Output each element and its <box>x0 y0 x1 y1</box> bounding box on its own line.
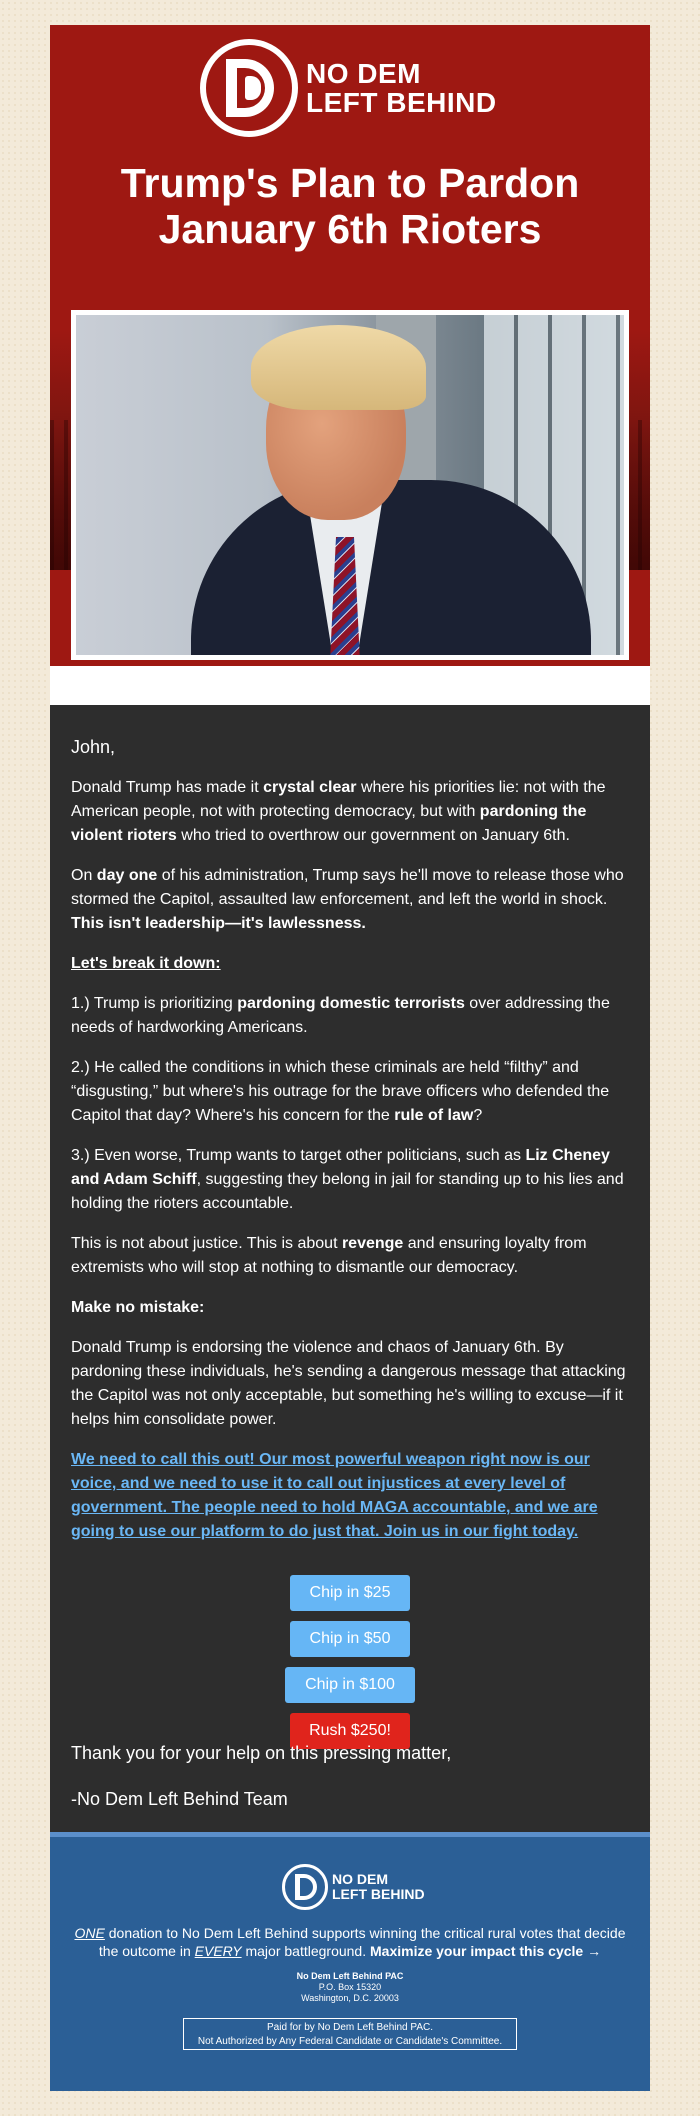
logo-text <box>306 59 497 117</box>
logo-line2: LEFT BEHIND <box>306 87 497 118</box>
paragraph-3: This is not about justice. This is about revenge and ensuring loyalty from extremists who will stop at nothing to dismantle our democracy. <box>71 1235 587 1276</box>
po-box: P.O. Box 15320 <box>318 1982 382 1992</box>
make-no-mistake: Make no mistake: <box>71 1299 205 1316</box>
maximize-impact-link[interactable]: Maximize your impact this cycle → <box>370 1943 602 1959</box>
hero-white-band <box>50 666 650 705</box>
donation-buttons <box>50 1575 650 1759</box>
logo-line1: NO DEM <box>306 58 421 89</box>
footer <box>50 1832 650 2091</box>
footer-logo-d-icon <box>282 1864 328 1910</box>
paragraph-4: Donald Trump is endorsing the violence and chaos of January 6th. By pardoning these individuals, he's sending a dangerous message that attacking the Capitol was not only acceptable, but something he's willing to excuse—if it helps him consolidate power. <box>71 1339 626 1428</box>
logo-d-icon <box>200 39 298 137</box>
hero-photo <box>71 310 629 660</box>
city: Washington, D.C. 20003 <box>301 1993 399 2003</box>
header <box>50 25 650 705</box>
headline: Trump's Plan to Pardon January 6th Rioters <box>120 160 580 252</box>
list-item-1: 1.) Trump is prioritizing pardoning domestic terrorists over addressing the needs of hardworking Americans. <box>71 995 610 1036</box>
rush-250-button[interactable]: Rush $250! <box>290 1713 410 1749</box>
paragraph-2: On day one of his administration, Trump says he'll move to release those who stormed the Capitol, assaulted law enforcement, and left the world in shock. This isn't leadership—it's lawlessness. <box>71 867 624 932</box>
greeting: John, <box>71 737 116 757</box>
email-container <box>50 25 650 2091</box>
chip-in-100-button[interactable]: Chip in $100 <box>285 1667 415 1703</box>
message-body <box>50 705 650 1832</box>
closing <box>71 1740 631 1832</box>
footer-logo-line2: LEFT BEHIND <box>332 1886 425 1902</box>
footer-message: ONE donation to No Dem Left Behind supports winning the critical rural votes that decide the outcome in EVERY major battleground. Maximize your impact this cycle → <box>74 1925 626 1959</box>
breakdown-heading: Let's break it down: <box>71 955 221 972</box>
paid-by: Paid for by No Dem Left Behind PAC. <box>266 2022 433 2033</box>
cta-paragraph <box>71 1448 631 1544</box>
list-item-2: 2.) He called the conditions in which these criminals are held “filthy” and “disgusting,” but where's his outrage for the brave officers who defended the Capitol that day? Where's his concern for the rule of law? <box>71 1059 610 1124</box>
cta-link[interactable]: We need to call this out! Our most powerful weapon right now is our voice, and we need to use it to call out injustices at every level of government. The people need to hold MAGA accountable, and we are going to use our platform to do just that. Join us in our fight today. <box>71 1451 598 1540</box>
chip-in-25-button[interactable]: Chip in $25 <box>290 1575 410 1611</box>
message-copy <box>71 735 631 1560</box>
thanks-text: Thank you for your help on this pressing matter, <box>71 1743 452 1763</box>
footer-address <box>50 1971 650 2004</box>
list-item-3: 3.) Even worse, Trump wants to target other politicians, such as Liz Cheney and Adam Schiff, suggesting they belong in jail for standing up to his lies and holding the rioters accountable. <box>71 1147 624 1212</box>
signoff: -No Dem Left Behind Team <box>71 1789 288 1809</box>
paragraph-1: Donald Trump has made it crystal clear where his priorities lie: not with the American people, not with protecting democracy, but with pardoning the violent rioters who tried to overthrow our government on January 6th. <box>71 779 606 844</box>
footer-logo-text <box>332 1872 425 1902</box>
brand-logo[interactable] <box>200 39 497 137</box>
footer-logo-line1: NO DEM <box>332 1871 388 1887</box>
chip-in-50-button[interactable]: Chip in $50 <box>290 1621 410 1657</box>
disclaimer-box <box>183 2018 517 2050</box>
org-name: No Dem Left Behind PAC <box>296 1971 404 1981</box>
footer-logo[interactable] <box>282 1864 425 1910</box>
not-authorized: Not Authorized by Any Federal Candidate or Candidate's Committee. <box>197 2036 503 2047</box>
